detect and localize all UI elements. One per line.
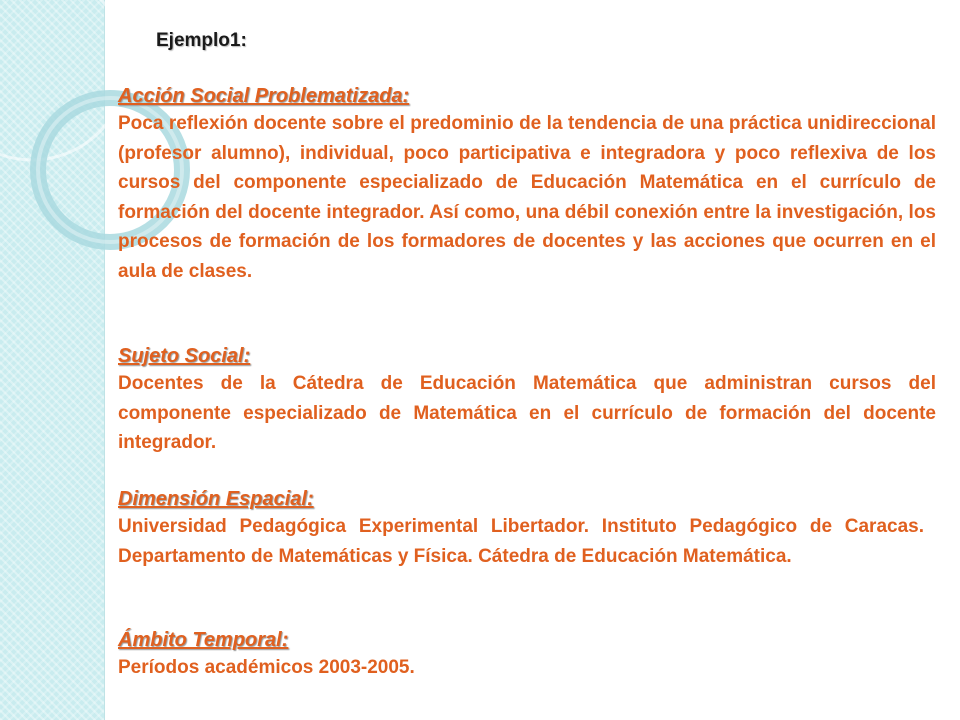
section-sujeto-social (118, 345, 936, 458)
example-heading: Ejemplo1: (156, 30, 247, 51)
section-dimension-espacial (118, 488, 924, 572)
section-text: Períodos académicos 2003-2005. (118, 657, 415, 678)
section-accion-social (118, 85, 936, 286)
section-title: Acción Social Problematizada: (118, 85, 410, 107)
large-ring-shape (0, 0, 127, 160)
section-title: Sujeto Social: (118, 345, 251, 367)
section-text: Docentes de la Cátedra de Educación Matemática que administran cursos del componente especializado de Matemática en el currículo de formación del docente integrador. (118, 373, 936, 453)
section-text: Poca reflexión docente sobre el predominio de la tendencia de una práctica unidireccional (profesor alumno), individual, poco participativa e integradora y poco reflexiva de los cursos del componente especializado de Educación Matemática en el currículo de formación del docente integrador. Así como, una débil conexión entre la investigación, los procesos de formación de los formadores de docentes y las acciones que ocurren en el aula de clases. (118, 113, 936, 282)
section-title: Ámbito Temporal: (118, 629, 289, 651)
section-ambito-temporal (118, 629, 936, 683)
section-text: Universidad Pedagógica Experimental Libertador. Instituto Pedagógico de Caracas. Departamento de Matemáticas y Física. Cátedra de Educación Matemática. (118, 516, 924, 567)
section-title: Dimensión Espacial: (118, 488, 314, 510)
